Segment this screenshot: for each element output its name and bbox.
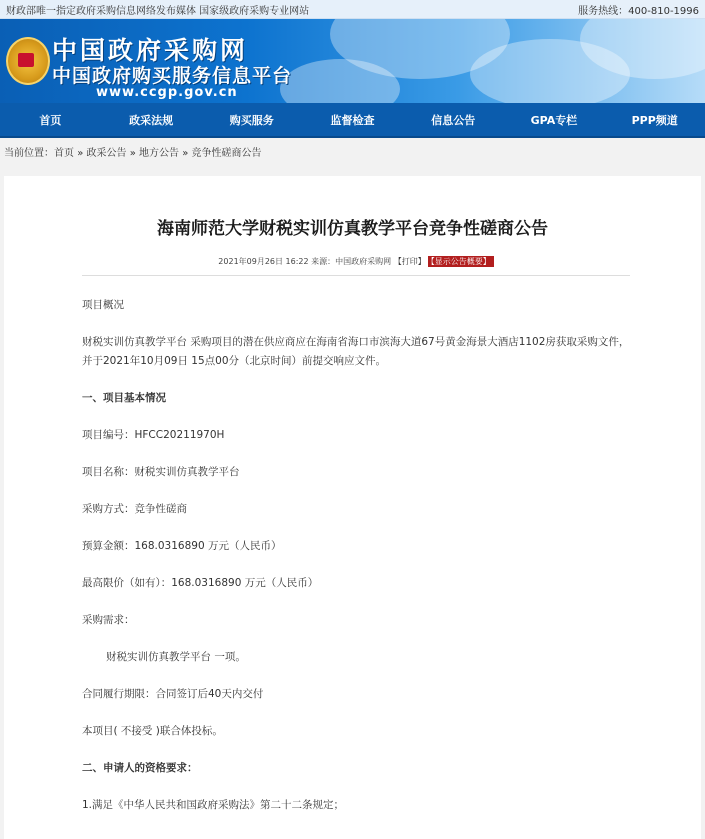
site-logo-url: www.ccgp.gov.cn (96, 85, 238, 100)
nav-item-purchase-services[interactable]: 购买服务 (229, 113, 274, 127)
top-info-bar (0, 0, 705, 19)
print-link[interactable]: 【打印】 (393, 257, 426, 266)
paragraph-contract-period: 合同履行期限：合同签订后40天内交付 (82, 688, 264, 700)
breadcrumb-item-announcements[interactable]: 政采公告 (86, 148, 127, 159)
site-banner (0, 19, 705, 103)
show-summary-button[interactable]: 【显示公告概要】 (428, 256, 494, 267)
paragraph-requirements: 财税实训仿真教学平台 一项。 (106, 651, 246, 663)
section-heading: 二、申请人的资格要求： (82, 762, 198, 774)
nav-item-home[interactable]: 首页 (39, 113, 62, 127)
paragraph-requirements-label: 采购需求： (82, 614, 135, 626)
breadcrumb-separator: » (77, 148, 84, 159)
site-slogan: 财政部唯一指定政府采购信息网络发布媒体 国家级政府采购专业网站 (6, 5, 310, 17)
service-hotline: 服务热线：400-810-1996 (578, 5, 699, 17)
breadcrumb-item-local[interactable]: 地方公告 (139, 148, 179, 159)
site-logo-title[interactable]: 中国政府采购网 (52, 36, 249, 65)
article-meta (82, 256, 630, 276)
breadcrumb-separator: » (182, 148, 189, 159)
article-body (82, 296, 630, 815)
breadcrumb-item-consultation[interactable]: 竞争性磋商公告 (191, 148, 262, 159)
main-nav (0, 103, 705, 138)
breadcrumb-prefix: 当前位置： (4, 148, 54, 159)
paragraph-budget: 预算金额：168.0316890 万元（人民币） (82, 540, 282, 552)
paragraph-procurement-method: 采购方式：竞争性磋商 (82, 503, 187, 515)
nav-item-regulations[interactable]: 政采法规 (129, 113, 174, 127)
nav-item-announcements[interactable]: 信息公告 (431, 113, 476, 127)
site-logo-subtitle: 中国政府购买服务信息平台 (52, 65, 293, 87)
paragraph-intro: 财税实训仿真教学平台 采购项目的潜在供应商应在海南省海口市滨海大道67号黄金海景大酒店1102房获取采购文件，并于2021年10月09日 15点00分（北京时间）前提交响应文件。 (82, 336, 630, 367)
article-panel (4, 176, 701, 839)
section-heading: 一、项目基本情况 (82, 392, 166, 404)
nav-item-gpa[interactable]: GPA专栏 (530, 113, 578, 127)
national-emblem-icon (6, 37, 50, 85)
paragraph-qualification-1: 1.满足《中华人民共和国政府采购法》第二十二条规定； (82, 799, 345, 811)
breadcrumb-separator: » (129, 148, 136, 159)
paragraph-max-price: 最高限价（如有）：168.0316890 万元（人民币） (82, 577, 319, 589)
article-date-source: 2021年09月26日 16:22 来源：中国政府采购网 (218, 257, 392, 266)
nav-item-supervision[interactable]: 监督检查 (330, 113, 375, 127)
paragraph-overview: 项目概况 (82, 299, 124, 311)
paragraph-project-name: 项目名称：财税实训仿真教学平台 (82, 466, 240, 478)
nav-item-ppp[interactable]: PPP频道 (631, 113, 678, 127)
article-title: 海南师范大学财税实训仿真教学平台竞争性磋商公告 (157, 219, 548, 239)
paragraph-consortium: 本项目( 不接受 )联合体投标。 (82, 725, 223, 737)
paragraph-project-number: 项目编号：HFCC20211970H (82, 429, 225, 441)
breadcrumb-item-home[interactable]: 首页 (54, 148, 74, 159)
breadcrumb (0, 138, 705, 166)
